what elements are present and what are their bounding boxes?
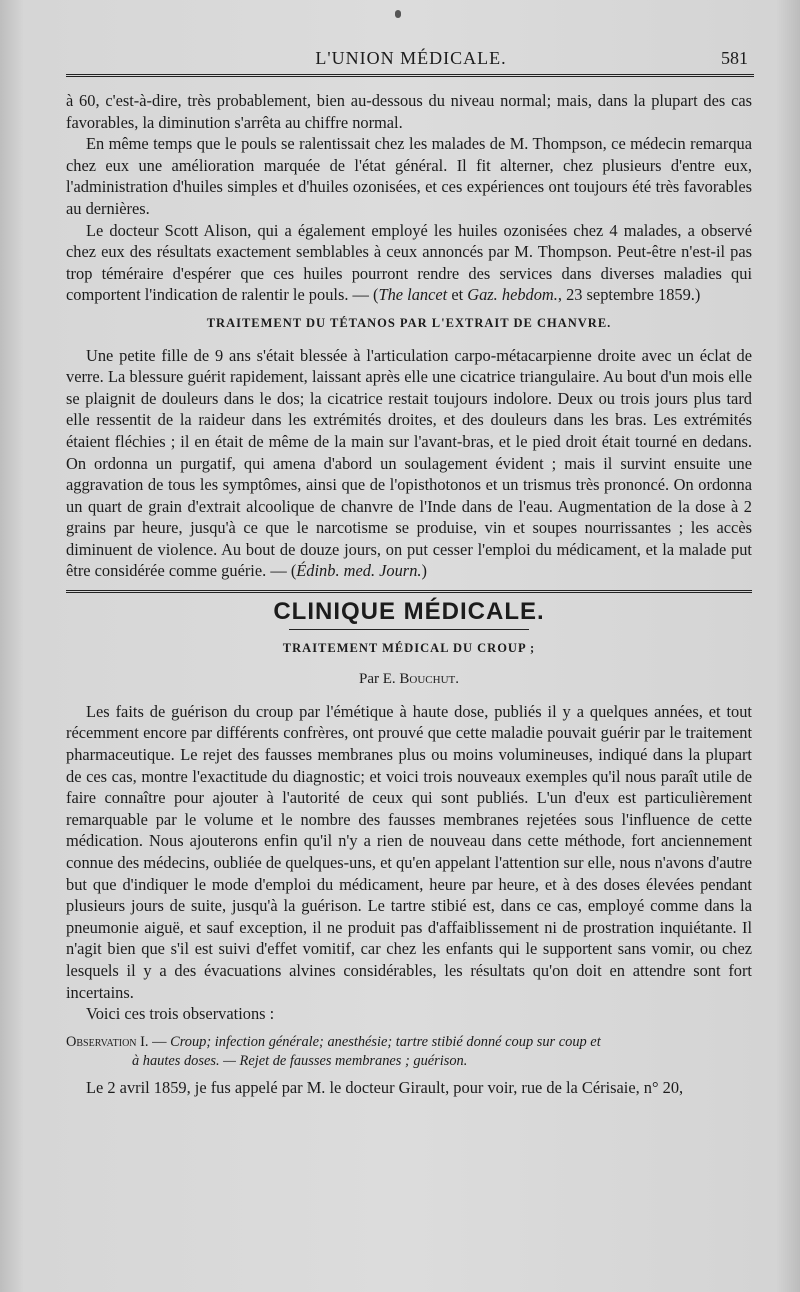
observation-summary-2: à hautes doses. — Rejet de fausses membranes ; guérison. bbox=[132, 1052, 468, 1069]
byline: Par E. Bouchut. bbox=[358, 671, 459, 688]
title-underline bbox=[289, 629, 529, 630]
paragraph-observation: Le 2 avril 1859, je fus appelé par M. le docteur Girault, pour voir, rue de la Cérisaie, n° 20, bbox=[86, 1077, 684, 1097]
section-title: CLINIQUE MÉDICALE. bbox=[273, 598, 545, 626]
running-title: L'UNION MÉDICALE. bbox=[315, 48, 507, 68]
subheading-croup: TRAITEMENT MÉDICAL DU CROUP ; bbox=[282, 640, 536, 655]
observation-heading: Observation I. — Croup; infection générale; anesthésie; tartre stibié donné coup sur coup et à hautes doses. — Rejet de fausses membranes ; guérison. bbox=[66, 1033, 752, 1071]
observation-label: Observation I. bbox=[66, 1033, 149, 1050]
section-rule bbox=[66, 590, 752, 593]
author-name: Bouchut. bbox=[399, 671, 459, 688]
header-rule bbox=[66, 74, 754, 77]
page-number: 581 bbox=[721, 48, 748, 68]
observation-summary-1: Croup; infection générale; anesthésie; tartre stibié donné coup sur coup et bbox=[170, 1033, 601, 1050]
citation: (Édinb. med. Journ.) bbox=[290, 561, 427, 581]
paragraph-text: Le docteur Scott Alison, qui a également employé les huiles ozonisées chez 4 malades, a observé chez eux des résultats exactement semblables à ceux annoncés par M. Thompson. Peut-être n'est-il pas trop téméraire d'espérer que ces huiles pourront rendre des services dans diverses maladies qui comportent l'indication de ralentir le pouls. — bbox=[66, 220, 752, 305]
citation: (The lancet et Gaz. hebdom., 23 septembre 1859.) bbox=[373, 285, 701, 305]
paragraph: En même temps que le pouls se ralentissait chez les malades de M. Thompson, ce médecin remarqua chez eux une amélioration marquée de l'état général. Il fit alterner, chez plusieurs d'entre eux, l'administration d'huiles simples et d'huiles ozonisées, et ces expériences ont toujours été très favorables au dernières. bbox=[66, 134, 752, 218]
citation-journal: Édinb. med. Journ. bbox=[296, 561, 422, 581]
page-header bbox=[66, 48, 756, 72]
subheading-tetanos: TRAITEMENT DU TÉTANOS PAR L'EXTRAIT DE CHANVRE. bbox=[206, 315, 612, 330]
citation-journal: The lancet bbox=[378, 285, 448, 305]
paragraph-tetanos bbox=[66, 345, 752, 583]
page-mark bbox=[395, 10, 401, 18]
paragraph-croup: Les faits de guérison du croup par l'émétique à haute dose, publiés il y a quelques années, et tout récemment encore par différents confrères, ont prouvé que cette maladie pouvait guérir par le traitement pharmaceutique. Le rejet des fausses membranes plus ou moins volumineuses, indiqué dans la plupart de ces cas, montre l'exactitude du diagnostic; et voici trois nouveaux exemples qu'il nous paraît utile de faire connaître pour ajouter à l'autorité de ceux qui sont publiés. L'un d'eux est particulièrement remarquable par le volume et le nombre des fausses membranes rejetées sous l'influence de cette médication. Nous ajouterons enfin qu'il n'y a rien de nouveau dans cette méthode, fort anciennement connue des médecins, oubliée de quelques-uns, et qu'en appelant l'attention sur elle, nous n'avons d'autre but que d'indiquer le mode d'emploi du médicament, heure par heure, et à des doses élevées pendant plusieurs jours de suite, jusqu'à la guérison. Le tartre stibié est, dans ce cas, employé comme dans la pneumonie aiguë, et sauf exception, il ne produit pas d'affaiblissement ni de prostration inquiétante. Il n'agit bien que s'il est suivi d'effet vomitif, car chez les enfants qui le supportent sans vomir, ou chez lesquels il y a des évacuations alvines considérables, les résultats qu'on doit en attendre sont fort incertains. bbox=[66, 701, 752, 1002]
paragraph: à 60, c'est-à-dire, très probablement, bien au-dessous du niveau normal; mais, dans la plupart des cas favorables, la diminution s'arrêta au chiffre normal. bbox=[66, 91, 752, 132]
citation-journal: Gaz. hebdom. bbox=[467, 285, 558, 305]
paragraph bbox=[66, 220, 752, 306]
paragraph: Voici ces trois observations : bbox=[86, 1004, 275, 1024]
article-body bbox=[66, 90, 752, 1098]
paragraph-text: Une petite fille de 9 ans s'était blessée à l'articulation carpo-métacarpienne droite avec un éclat de verre. La blessure guérit rapidement, laissant après elle une cicatrice triangulaire. Au bout d'un mois elle se plaignit de douleurs dans le dos; la cicatrice restait toujours indolore. Deux ou trois jours plus tard elle ressentit de la raideur dans les extrémités droites, et des douleurs dans les bras. Les extrémités étaient fléchies ; il en était de même de la main sur l'avant-bras, et le pied droit était tourné en dedans. On ordonna un purgatif, qui amena d'abord un soulagement évident ; mais il survint ensuite une aggravation de tous les symptômes, ainsi que de l'opisthotonos et un trismus très prononcé. On ordonna un quart de grain d'extrait alcoolique de chanvre de l'Inde dans de l'eau. Augmentation de la dose à 2 grains par heure, jusqu'à ce que le narcotisme se produise, vin et soupes nourrissantes ; les accès diminuent de violence. Au bout de douze jours, on put cesser l'emploi du médicament, et la malade put être considérée comme guérie. — bbox=[66, 345, 752, 581]
